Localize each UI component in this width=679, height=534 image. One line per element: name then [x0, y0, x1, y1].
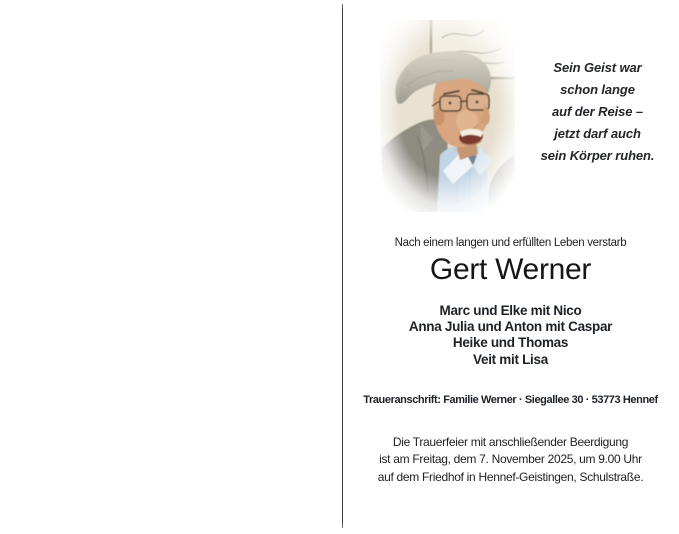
funeral-line: Die Trauerfeier mit anschließender Beerdigung	[392, 435, 629, 449]
quote-line: schon lange	[560, 82, 635, 97]
funeral-line: auf dem Friedhof in Hennef-Geistingen, Schulstraße.	[377, 469, 644, 484]
memorial-quote	[515, 57, 679, 167]
family-line: Marc und Elke mit Nico	[439, 303, 582, 318]
quote-line: auf der Reise –	[552, 104, 643, 119]
funeral-details	[342, 434, 679, 486]
quote-line: jetzt darf auch	[554, 126, 641, 141]
portrait-photo	[380, 20, 515, 212]
card-front-panel	[342, 0, 679, 534]
family-line: Anna Julia und Anton mit Caspar	[408, 319, 613, 335]
funeral-line: ist am Freitag, dem 7. November 2025, um 9.00 Uhr	[379, 452, 642, 467]
elderly-man-photo-illustration	[380, 20, 515, 212]
deceased-name: Gert Werner	[429, 253, 592, 286]
quote-line: Sein Geist war	[553, 60, 642, 75]
family-line: Veit mit Lisa	[473, 351, 548, 367]
family-names	[342, 303, 679, 368]
family-line: Heike und Thomas	[452, 335, 569, 351]
quote-line: sein Körper ruhen.	[540, 148, 655, 163]
intro-line: Nach einem langen und erfüllten Leben verstarb	[394, 237, 627, 249]
mourning-address: Traueranschrift: Familie Werner · Siegallee 30 · 53773 Hennef	[363, 394, 658, 406]
